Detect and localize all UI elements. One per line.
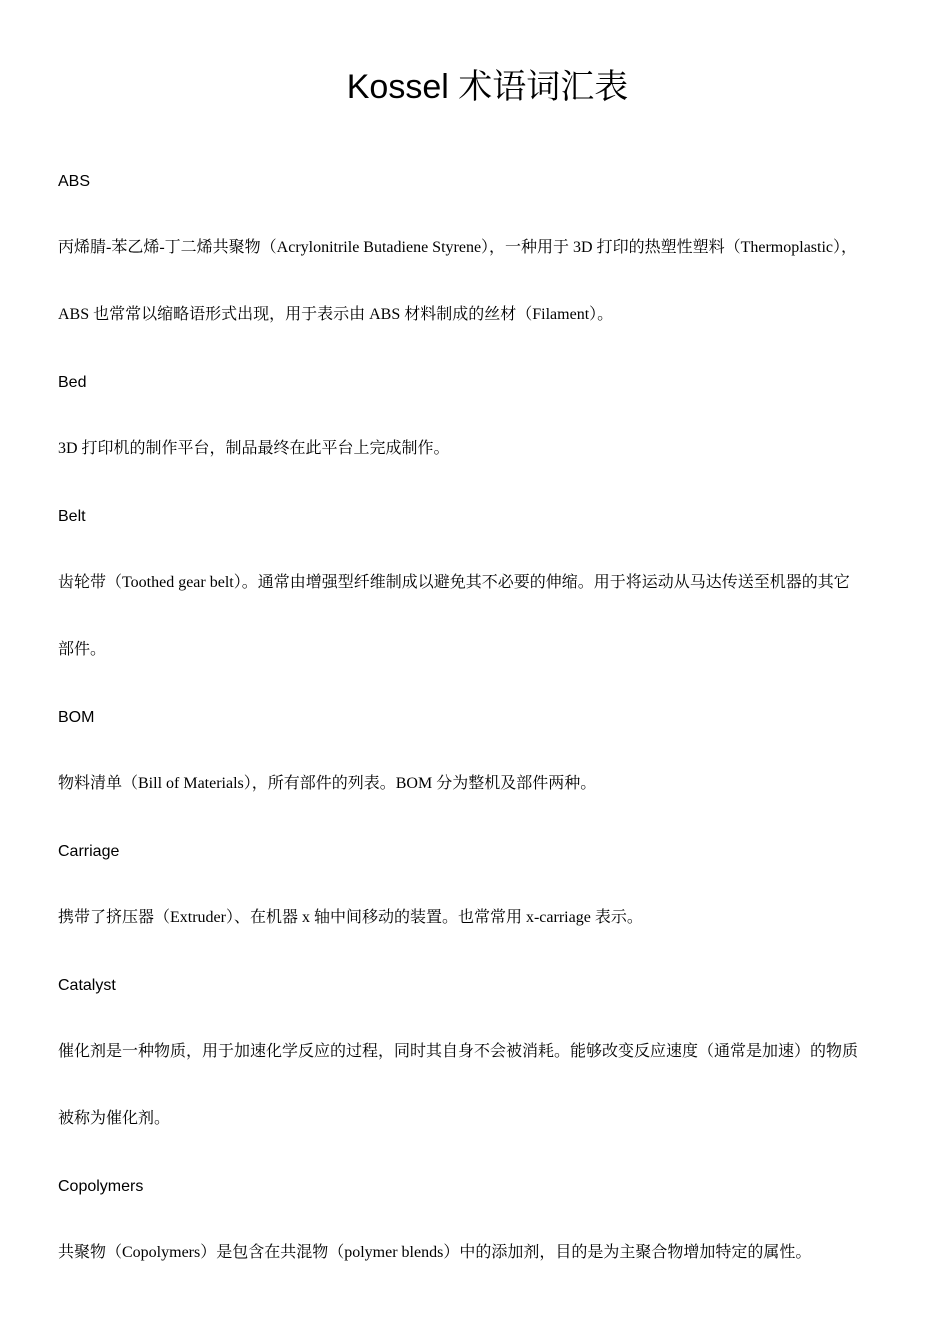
term-abs: ABS [58,173,91,190]
definition-line: 物料清单（Bill of Materials），所有部件的列表。BOM 分为整机及部件两种。 [58,775,597,792]
definition-line: 丙烯腈-苯乙烯-丁二烯共聚物（Acrylonitrile Butadiene Styrene），一种用于 3D 打印的热塑性塑料（Thermoplastic）， [58,239,858,256]
definition-line: 3D 打印机的制作平台，制品最终在此平台上完成制作。 [58,440,450,457]
term-belt: Belt [58,508,86,525]
definition-line: ABS 也常常以缩略语形式出现，用于表示由 ABS 材料制成的丝材（Filament）。 [58,306,614,323]
definition-line: 共聚物（Copolymers）是包含在共混物（polymer blends）中的添加剂，目的是为主聚合物增加特定的属性。 [58,1244,812,1261]
definition-line: 部件。 [58,641,107,658]
definition-line: 被称为催化剂。 [58,1110,171,1127]
term-copolymers: Copolymers [58,1178,144,1195]
page-title: Kossel 术语词汇表 [346,68,629,106]
definition-line: 催化剂是一种物质，用于加速化学反应的过程，同时其自身不会被消耗。能够改变反应速度（通常是加速）的物质 [58,1043,859,1060]
term-bed: Bed [58,374,87,391]
definition-line: 携带了挤压器（Extruder）、在机器 x 轴中间移动的装置。也常常用 x-carriage 表示。 [58,909,643,926]
definition-line: 齿轮带（Toothed gear belt）。通常由增强型纤维制成以避免其不必要的伸缩。用于将运动从马达传送至机器的其它 [58,574,850,591]
term-bom: BOM [58,709,95,726]
term-catalyst: Catalyst [58,977,116,994]
term-carriage: Carriage [58,843,120,860]
